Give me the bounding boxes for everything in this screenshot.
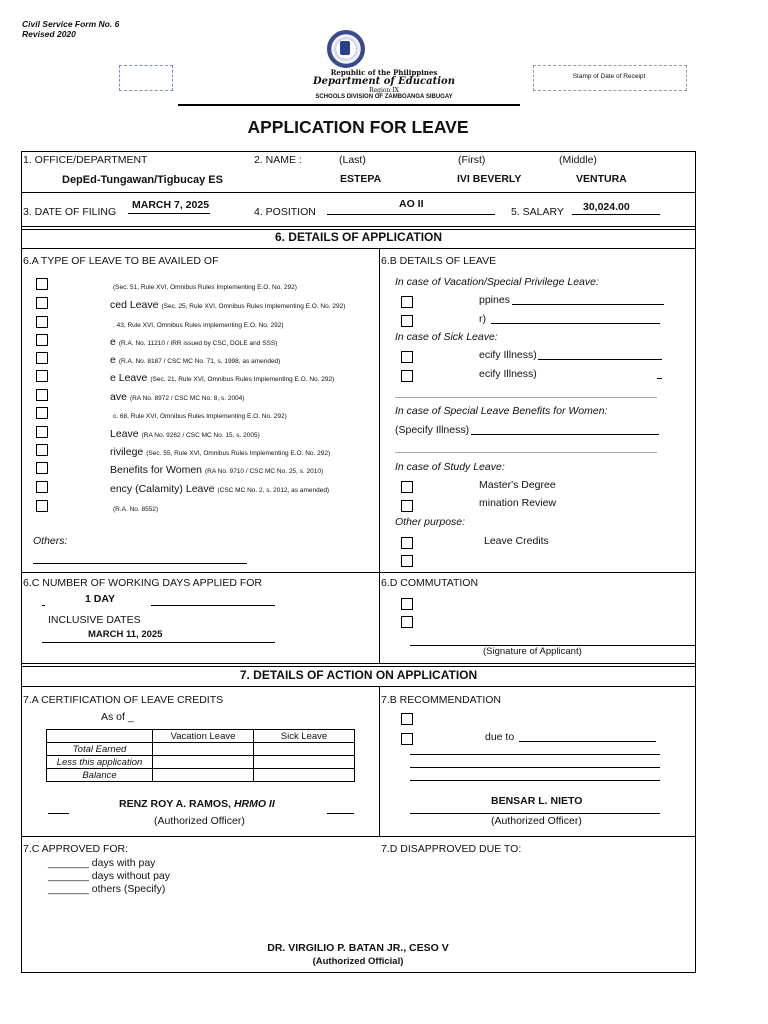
leave-type-checkbox[interactable] — [36, 426, 48, 438]
certification-label: 7.A CERTIFICATION OF LEAVE CREDITS — [23, 694, 224, 706]
vac-option1-checkbox[interactable] — [401, 296, 413, 308]
leave-type-legal-basis: (Sec. 51, Rule XVI, Omnibus Rules Implementing E.O. No. 292) — [113, 284, 297, 291]
officer-title: HRMO II — [233, 798, 275, 810]
leave-type-item — [110, 387, 244, 405]
study-option1-label: Master's Degree — [479, 479, 556, 491]
balance-sick-cell[interactable] — [254, 769, 355, 782]
underline — [410, 754, 660, 755]
col-divider — [379, 686, 380, 836]
vac-option2-checkbox[interactable] — [401, 315, 413, 327]
leave-type-checkbox[interactable] — [36, 462, 48, 474]
page-title: APPLICATION FOR LEAVE — [247, 117, 469, 137]
others-specify[interactable]: _______ others (Specify) — [48, 883, 166, 895]
form-code: Civil Service Form No. 6 — [22, 19, 120, 29]
leave-type-checkbox[interactable] — [36, 500, 48, 512]
leave-type-name: e — [110, 336, 116, 348]
header-rule — [178, 104, 520, 106]
leave-type-name: ency (Calamity) Leave — [110, 483, 215, 495]
underline — [657, 378, 662, 379]
leave-type-item — [110, 460, 323, 478]
border-right — [695, 151, 696, 973]
days-without-pay[interactable]: _______ days without pay — [48, 870, 171, 882]
middle-label: (Middle) — [559, 154, 597, 166]
study-heading: In case of Study Leave: — [395, 461, 505, 473]
republic-text: Republic of the Philippines — [330, 68, 438, 77]
working-days-label: 6.C NUMBER OF WORKING DAYS APPLIED FOR — [23, 577, 263, 589]
working-days-value[interactable]: 1 DAY — [85, 593, 115, 605]
row-divider — [21, 836, 696, 837]
leave-type-legal-basis: c. 68, Rule XVI, Omnibus Rules Implementing E.O. No. 292) — [113, 413, 287, 420]
authorized-officer-label: (Authorized Officer) — [154, 815, 245, 827]
border-left — [21, 151, 22, 973]
leave-type-checkbox[interactable] — [36, 316, 48, 328]
filing-value[interactable]: MARCH 7, 2025 — [132, 199, 210, 211]
underline — [410, 813, 660, 814]
balance-vacation-cell[interactable] — [153, 769, 254, 782]
recommend-disapproval-checkbox[interactable] — [401, 733, 413, 745]
leave-type-item — [110, 368, 334, 386]
region-text: Region IX — [369, 87, 399, 94]
filing-underline — [128, 213, 210, 214]
department-text: Department of Education — [313, 76, 455, 87]
inclusive-dates-value[interactable]: MARCH 11, 2025 — [88, 629, 163, 640]
leave-type-name: rivilege — [110, 446, 144, 458]
leave-type-item — [110, 350, 280, 368]
leave-type-name: Benefits for Women — [110, 464, 203, 476]
details-of-leave-label: 6.B DETAILS OF LEAVE — [381, 255, 497, 267]
leave-type-checkbox[interactable] — [36, 334, 48, 346]
row-total-earned: Total Earned — [47, 743, 153, 756]
leave-type-name: e Leave — [110, 372, 148, 384]
due-to-label: due to — [485, 731, 515, 743]
underline — [410, 780, 660, 781]
underline — [512, 304, 664, 305]
leave-type-checkbox[interactable] — [36, 389, 48, 401]
credits-corner-cell — [47, 730, 153, 743]
first-name-value[interactable]: IVI BEVERLY — [457, 173, 522, 185]
underline — [48, 813, 69, 814]
others-underline — [33, 563, 247, 564]
filing-label: 3. DATE OF FILING — [23, 206, 117, 218]
stamp-label: Stamp of Date of Receipt — [572, 73, 646, 80]
salary-value[interactable]: 30,024.00 — [583, 201, 630, 213]
leave-type-checkbox[interactable] — [36, 407, 48, 419]
name-label: 2. NAME : — [254, 154, 302, 166]
type-of-leave-label: 6.A TYPE OF LEAVE TO BE AVAILED OF — [23, 255, 219, 267]
row-divider — [21, 572, 696, 573]
leave-type-legal-basis: (R.A. No. 11210 / IRR issued by CSC, DOLE and SSS) — [118, 340, 278, 347]
row-less-application: Less this application — [47, 756, 153, 769]
approved-for-label: 7.C APPROVED FOR: — [23, 843, 129, 855]
recommender-name: BENSAR L. NIETO — [491, 795, 583, 807]
col-sick-header: Sick Leave — [254, 730, 355, 743]
vac-option2-label: r) — [479, 313, 486, 325]
days-with-pay[interactable]: _______ days with pay — [48, 857, 156, 869]
women-specify-label: (Specify Illness) — [395, 424, 470, 436]
leave-type-item — [110, 424, 260, 442]
underline — [491, 323, 660, 324]
total-earned-sick-cell[interactable] — [254, 743, 355, 756]
row-divider — [21, 192, 696, 193]
row-divider — [21, 666, 696, 667]
last-name-value[interactable]: ESTEPA — [340, 173, 382, 185]
underline — [410, 767, 660, 768]
middle-name-value[interactable]: VENTURA — [576, 173, 627, 185]
leave-type-legal-basis: (R.A. No. 8552) — [113, 506, 159, 513]
row-divider — [21, 248, 696, 249]
study-option2-label: mination Review — [479, 497, 557, 509]
leave-credits-table — [46, 729, 355, 782]
division-text: SCHOOLS DIVISION OF ZAMBOANGA SIBUGAY — [315, 94, 453, 100]
form-revised: Revised 2020 — [22, 29, 76, 39]
position-label: 4. POSITION — [254, 206, 316, 218]
leave-type-item — [110, 498, 158, 516]
underline — [471, 434, 659, 435]
leave-type-item — [110, 479, 329, 497]
other-option2-checkbox[interactable] — [401, 555, 413, 567]
recommendation-label: 7.B RECOMMENDATION — [381, 694, 501, 706]
commutation-option1-checkbox[interactable] — [401, 598, 413, 610]
salary-underline — [572, 214, 660, 215]
certifying-officer — [119, 798, 275, 810]
inclusive-dates-label: INCLUSIVE DATES — [48, 614, 141, 626]
disapproved-label: 7.D DISAPPROVED DUE TO: — [381, 843, 522, 855]
section7-title: 7. DETAILS OF ACTION ON APPLICATION — [239, 668, 478, 682]
vacation-heading: In case of Vacation/Special Privilege Leave: — [395, 276, 599, 288]
underline — [42, 605, 45, 606]
sick-option1-checkbox[interactable] — [401, 351, 413, 363]
less-application-sick-cell[interactable] — [254, 756, 355, 769]
leave-type-item — [110, 332, 277, 350]
leave-type-item — [110, 276, 297, 294]
sick-option2-checkbox[interactable] — [401, 370, 413, 382]
col-divider — [379, 248, 380, 663]
first-label: (First) — [458, 154, 486, 166]
leave-type-checkbox[interactable] — [36, 370, 48, 382]
vac-option1-label: ppines — [479, 294, 510, 306]
row-divider — [21, 663, 696, 664]
col-vacation-header: Vacation Leave — [153, 730, 254, 743]
leave-type-name: e — [110, 354, 116, 366]
sick-option1-label: ecify Illness) — [479, 349, 537, 361]
sick-heading: In case of Sick Leave: — [395, 331, 498, 343]
recommend-approval-checkbox[interactable] — [401, 713, 413, 725]
authorized-officer-b-label: (Authorized Officer) — [491, 815, 582, 827]
study-option2-checkbox[interactable] — [401, 500, 413, 512]
underline — [395, 452, 657, 453]
underline — [538, 359, 662, 360]
office-value[interactable]: DepEd-Tungawan/Tigbucay ES — [62, 174, 223, 186]
row-balance: Balance — [47, 769, 153, 782]
leave-type-legal-basis: (RA No. 9710 / CSC MC No. 25, s. 2010) — [205, 468, 324, 475]
study-option1-checkbox[interactable] — [401, 481, 413, 493]
authorized-official-label: (Authorized Official) — [312, 956, 404, 967]
applicant-signature-label: (Signature of Applicant) — [483, 646, 582, 657]
leave-type-item — [110, 405, 287, 423]
leave-type-legal-basis: (Sec. 21, Rule XVI, Omnibus Rules Implementing E.O. No. 292) — [150, 376, 335, 383]
leave-type-legal-basis: (RA No. 9262 / CSC MC No. 15, s. 2005) — [141, 432, 260, 439]
underline — [519, 741, 656, 742]
leave-type-checkbox[interactable] — [36, 352, 48, 364]
others-label: Others: — [33, 535, 68, 547]
leave-type-legal-basis: (Sec. 55, Rule XVI, Omnibus Rules Implementing E.O. No. 292) — [146, 450, 331, 457]
women-heading: In case of Special Leave Benefits for Women: — [395, 405, 608, 417]
official-name: DR. VIRGILIO P. BATAN JR., CESO V — [267, 942, 449, 954]
as-of-label: As of _ — [101, 711, 134, 723]
border-top — [21, 151, 696, 152]
other-option1-label: Leave Credits — [484, 535, 549, 547]
leave-type-item — [110, 442, 330, 460]
commutation-label: 6.D COMMUTATION — [381, 577, 479, 589]
less-application-vacation-cell[interactable] — [153, 756, 254, 769]
leave-type-name: ave — [110, 391, 127, 403]
leave-type-name: ced Leave — [110, 299, 159, 311]
row-divider — [21, 226, 696, 227]
officer-name: RENZ ROY A. RAMOS, — [119, 798, 232, 810]
leave-type-name: Leave — [110, 428, 139, 440]
leave-type-checkbox[interactable] — [36, 278, 48, 290]
leave-type-legal-basis: (Sec. 25, Rule XVI, Omnibus Rules Implementing E.O. No. 292) — [161, 303, 346, 310]
position-value[interactable]: AO II — [399, 198, 424, 210]
leave-type-legal-basis: (R.A. No. 8187 / CSC MC No. 71, s. 1998, as amended) — [118, 358, 281, 365]
office-label: 1. OFFICE/DEPARTMENT — [23, 154, 148, 166]
last-label: (Last) — [339, 154, 366, 166]
leave-type-legal-basis: (RA No. 8972 / CSC MC No. 8, s. 2004) — [129, 395, 245, 402]
leave-type-legal-basis: (CSC MC No. 2, s. 2012, as amended) — [217, 487, 330, 494]
leave-type-checkbox[interactable] — [36, 444, 48, 456]
leave-type-checkbox[interactable] — [36, 481, 48, 493]
border-bottom — [21, 972, 696, 973]
salary-label: 5. SALARY — [511, 206, 564, 218]
position-underline — [327, 214, 495, 215]
row-divider — [21, 686, 696, 687]
section6-title: 6. DETAILS OF APPLICATION — [274, 230, 443, 244]
leave-type-checkbox[interactable] — [36, 297, 48, 309]
underline — [151, 605, 275, 606]
underline — [327, 813, 354, 814]
total-earned-vacation-cell[interactable] — [153, 743, 254, 756]
leave-type-legal-basis: . 43, Rule XVI, Omnibus Rules Implementing E.O. No. 292) — [113, 322, 284, 329]
leave-type-item — [110, 314, 284, 332]
commutation-option2-checkbox[interactable] — [401, 616, 413, 628]
other-purpose-heading: Other purpose: — [395, 516, 466, 528]
other-option1-checkbox[interactable] — [401, 537, 413, 549]
underline — [42, 642, 275, 643]
sick-option2-label: ecify Illness) — [479, 368, 537, 380]
deped-seal-icon — [327, 30, 365, 68]
leave-type-item — [110, 295, 345, 313]
underline — [395, 397, 657, 398]
